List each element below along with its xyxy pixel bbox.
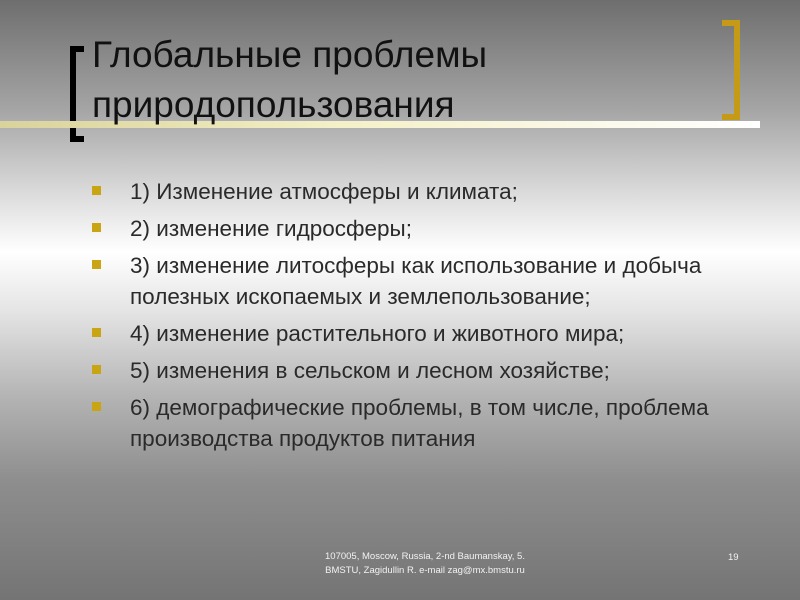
slide-title-line-1: Глобальные проблемы bbox=[92, 34, 488, 75]
bullet-item-1 bbox=[92, 176, 732, 207]
bullet-item-2 bbox=[92, 213, 732, 244]
slide-title bbox=[92, 30, 712, 130]
bullet-text-2: 2) изменение гидросферы; bbox=[130, 216, 412, 241]
bullet-text-5: 5) изменения в сельском и лесном хозяйстве; bbox=[130, 358, 610, 383]
bullet-square-icon bbox=[92, 186, 101, 195]
footer-contact: BMSTU, Zagidullin R. e-mail zag@mx.bmstu.ru bbox=[325, 565, 525, 576]
bullet-item-4 bbox=[92, 318, 732, 349]
right-title-bracket bbox=[722, 20, 740, 120]
bullet-square-icon bbox=[92, 223, 101, 232]
bullet-square-icon bbox=[92, 365, 101, 374]
bullet-square-icon bbox=[92, 328, 101, 337]
bullet-item-3 bbox=[92, 250, 732, 312]
footer-address: 107005, Moscow, Russia, 2-nd Baumanskay, 5. bbox=[325, 551, 525, 562]
slide-title-line-2: природопользования bbox=[92, 84, 455, 125]
bullet-text-1: 1) Изменение атмосферы и климата; bbox=[130, 179, 518, 204]
bullet-square-icon bbox=[92, 260, 101, 269]
bullet-item-5 bbox=[92, 355, 732, 386]
bullet-square-icon bbox=[92, 402, 101, 411]
slide-page-number: 19 bbox=[728, 552, 739, 563]
slide-footer bbox=[290, 550, 560, 578]
bullet-text-3: 3) изменение литосферы как использование и добыча полезных ископаемых и землепользование; bbox=[130, 253, 702, 309]
bullet-text-4: 4) изменение растительного и животного мира; bbox=[130, 321, 625, 346]
bullet-item-6 bbox=[92, 392, 732, 454]
bullet-list bbox=[92, 176, 732, 460]
bullet-text-6: 6) демографические проблемы, в том числе, проблема производства продуктов питания bbox=[130, 395, 709, 451]
